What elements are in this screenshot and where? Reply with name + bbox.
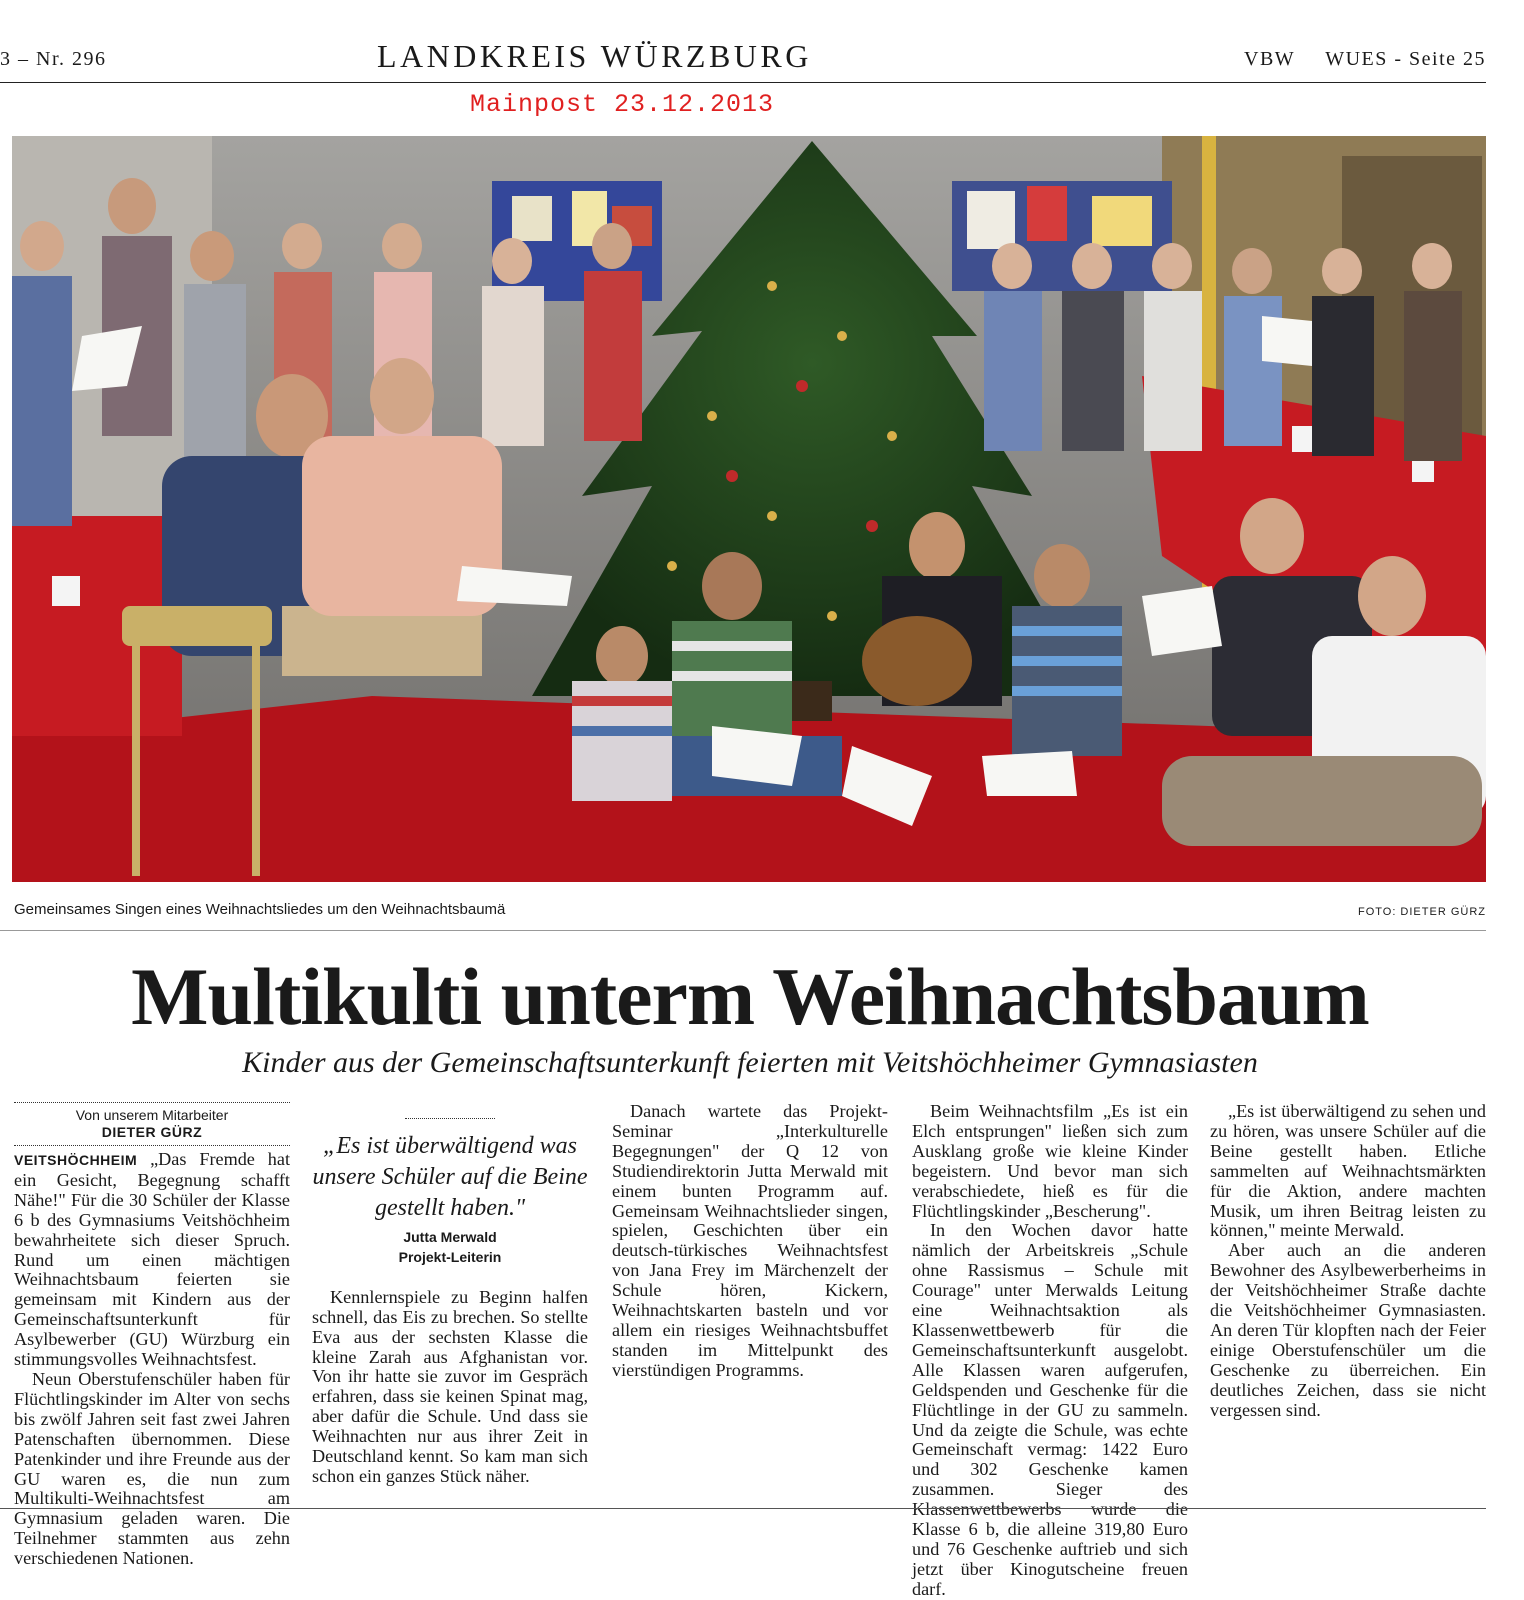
edition-code: VBW (1244, 48, 1296, 70)
article-column-5 (1210, 1102, 1486, 1421)
masthead (0, 38, 1486, 83)
divider (0, 930, 1486, 931)
news-photo (12, 136, 1486, 882)
pull-quote (312, 1118, 588, 1268)
article-column-3 (612, 1102, 888, 1381)
issue-number: 3 – Nr. 296 (0, 48, 107, 70)
article-text: „Das Fremde hat ein Gesicht, Begegnung schafft Nähe!" Für die 30 Schüler der Klasse 6 b des Gymnasiums Veitshöchheim bewahrheitete sich dieser Spruch. Rund um einen mächtigen Weihnachtsbaum feierten sie gemeinsam mit Kindern aus der Gemeinschaftsunterkunft für Asylbewerber (GU) Würzburg ein stimmungsvolles Weihnachtsfest. (14, 1149, 290, 1370)
divider (405, 1118, 495, 1119)
article-paragraph: In den Wochen davor hatte nämlich der Arbeitskreis „Schule ohne Rassismus – Schule mit Courage" unter Merwalds Leitung eine Weihnachtsaktion als Klassenwettbewerb für die Gemeinschaftsunterkunft ausgelobt. Alle Klassen waren aufgerufen, Geldspenden und Geschenke für die Flüchtlinge in der GU zu sammeln. Und da zeigte die Schule, was echte Gemeinschaft vermag: 1422 Euro und 302 Geschenke kamen zusammen. Sieger des Klassenwettbewerbs wurde die Klasse 6 b, die alleine 319,80 Euro und 76 Geschenke auftrieb und sich jetzt über Kinogutscheine freuen darf. (912, 1220, 1188, 1599)
dateline: VEITSHÖCHHEIM (14, 1152, 138, 1168)
quote-text: „Es ist überwältigend was unsere Schüler auf die Beine gestellt haben." (312, 1133, 588, 1221)
article-paragraph (14, 1150, 290, 1370)
article-paragraph: Beim Weihnachtsfilm „Es ist ein Elch entsprungen" ließen sich zum Ausklang große wie kleine Kinder begeistern. Und bevor man sich verabschiedete, hieß es für die Flüchtlingskinder „Bescherung". (912, 1101, 1188, 1221)
article-column-1 (14, 1102, 290, 1569)
byline-name: DIETER GÜRZ (101, 1124, 203, 1140)
article-paragraph: Kennlernspiele zu Beginn halfen schnell, das Eis zu brechen. So stellte Eva aus der sechsten Klasse die kleine Zarah aus Afghanistan vor. Von ihr hatte sie zuvor im Gespräch erfahren, dass sie keinen Spinat mag, aber dafür die Schule. Und dass sie Weihnachten nur aus ihrer Zeit in Deutschland kennt. So kam man sich schon ein ganzes Stück näher. (312, 1286, 588, 1486)
article-paragraph: „Es ist überwältigend zu sehen und zu hören, was unsere Schüler auf die Beine gestellt haben. Etliche sammelten auf Weihnachtsmärkten für die Aktion, andere machten Musik, um ihren Beitrag leisten zu können," meinte Merwald. (1210, 1101, 1486, 1241)
page-reference (1214, 48, 1486, 71)
divider (14, 1145, 290, 1146)
divider (0, 1508, 1486, 1509)
quote-role: Projekt-Leiterin (398, 1248, 502, 1265)
article-paragraph: Neun Oberstufenschüler haben für Flüchtlingskinder im Alter von sechs bis zwölf Jahren seit fast zwei Jahren Patenschaften übernommen. Diese Patenkinder und ihre Freunde aus der GU waren es, die nun zum Multikulti-Weihnachtsfest am Gymnasium geladen waren. Die Teilnehmer stammten aus zehn verschiedenen Nationen. (14, 1368, 290, 1569)
byline-lead: Von unserem Mitarbeiter (75, 1107, 229, 1123)
section-title: LANDKREIS WÜRZBURG (377, 38, 812, 74)
article-paragraph: Danach wartete das Projekt-Seminar „Interkulturelle Begegnungen" der Q 12 von Studiendirektorin Jutta Merwald mit einem bunten Programm auf. Gemeinsam Weihnachtslieder singen, spielen, Geschichten über ein deutsch-türkisches Weihnachtsfest von Jana Frey im Märchenzelt der Schule hören, Kickern, Weihnachtskarten basteln und vor allem ein riesiges Weihnachtsbuffet standen im Mittelpunkt des vierstündigen Programms. (612, 1101, 888, 1380)
article-column-2 (312, 1102, 588, 1487)
quote-author: Jutta Merwald (403, 1229, 497, 1245)
photo-caption: Gemeinsames Singen eines Weihnachtsliedes um den Weihnachtsbaumä (14, 901, 506, 918)
article-column-4 (912, 1102, 1188, 1600)
subheadline: Kinder aus der Gemeinschaftsunterkunft feierten mit Veitshöchheimer Gymnasiasten (242, 1046, 1258, 1079)
headline: Multikulti unterm Weihnachtsbaum (131, 951, 1369, 1042)
photo-credit: FOTO: DIETER GÜRZ (1357, 906, 1486, 918)
divider (14, 1102, 290, 1103)
article-paragraph: Aber auch an die anderen Bewohner des Asylbewerberheims in der Veitshöchheimer Straße dachte die Veitshöchheimer Gymnasiasten. An deren Tür klopften nach der Feier einige Oberstufenschüler um die Geschenke zu überreichen. Ein deutliches Zeichen, dass sie nicht vergessen sind. (1210, 1240, 1486, 1420)
edition-page: WUES - Seite 25 (1325, 48, 1486, 70)
source-note: Mainpost 23.12.2013 (470, 90, 775, 119)
